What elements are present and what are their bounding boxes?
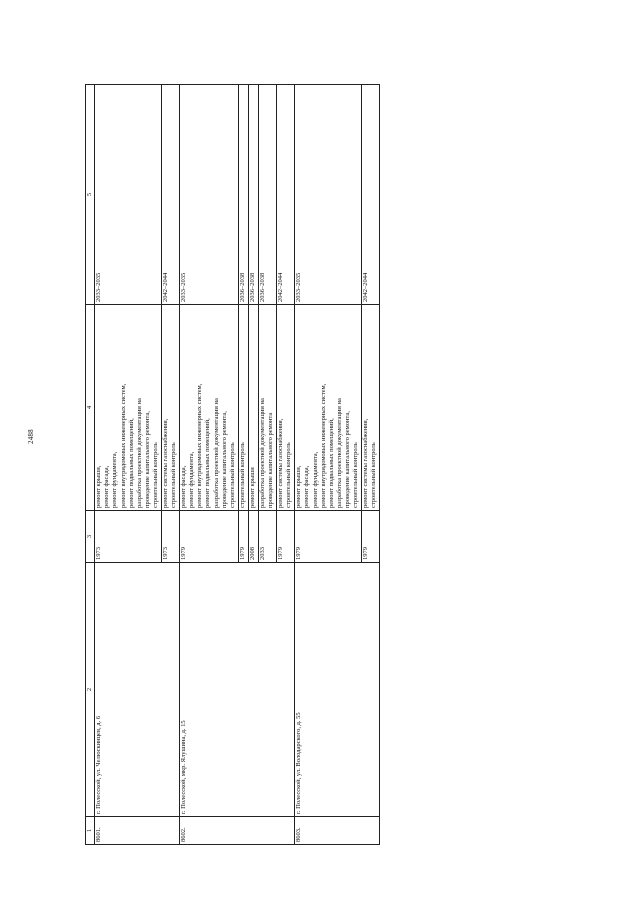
period-cell: 2042–2044: [362, 85, 380, 305]
works-cell: [248, 305, 258, 511]
work-item: ремонт подвальных помещений,: [204, 418, 212, 508]
row-number-cell: 8603.: [295, 817, 380, 845]
work-item: проведение капитального ремонта,: [220, 411, 228, 508]
work-item: ремонт подвальных помещений,: [127, 418, 135, 508]
work-item: строительный контроль: [285, 442, 293, 508]
header-row: [86, 85, 95, 845]
repair-schedule-table: [85, 84, 380, 845]
column-header-3: 3: [86, 511, 95, 563]
work-item: ремонт системы газоснабжения,: [161, 418, 169, 508]
work-item: ремонт фасада,: [103, 465, 111, 508]
table-body: [95, 85, 380, 845]
column-header-4: 4: [86, 305, 95, 511]
page-number: 2488: [27, 429, 35, 444]
year-cell: 1979: [362, 511, 380, 563]
work-item: строительный контроль: [352, 442, 360, 508]
works-cell: [238, 305, 248, 511]
year-cell: 1973: [95, 511, 162, 563]
address-cell: г. Полесской, ул. Володарского, д. 55: [295, 563, 380, 817]
year-cell: 1979: [295, 511, 362, 563]
year-cell: 2008: [248, 511, 258, 563]
work-item: ремонт фасада,: [303, 465, 311, 508]
work-item: ремонт крыши: [248, 467, 256, 508]
address-cell: г. Полесской, мкр. Ялушина, д. 15: [180, 563, 295, 817]
address-cell: г. Полесской, ул. Челюскинцев, д. 6: [95, 563, 180, 817]
works-cell: [362, 305, 380, 511]
work-item: строительный контроль: [370, 442, 378, 508]
work-item: разработка проектной документации на: [212, 398, 220, 508]
work-item: ремонт фундамента,: [111, 451, 119, 508]
column-header-1: 1: [86, 817, 95, 845]
period-cell: 2033–2035: [295, 85, 362, 305]
work-item: ремонт фасада,: [180, 465, 188, 508]
work-item: ремонт крыши,: [295, 465, 303, 508]
work-item: разработка проектной документации на: [335, 398, 343, 508]
works-cell: [277, 305, 295, 511]
work-item: проведение капитального ремонта: [267, 412, 275, 508]
year-cell: 2033: [258, 511, 276, 563]
works-cell: [258, 305, 276, 511]
year-cell: 1979: [238, 511, 248, 563]
period-cell: 2036–2038: [238, 85, 248, 305]
work-item: ремонт подвальных помещений,: [327, 418, 335, 508]
work-item: разработка проектной документации на: [258, 398, 266, 508]
row-number-cell: 8601.: [95, 817, 180, 845]
work-item: ремонт фундамента,: [188, 451, 196, 508]
work-item: ремонт внутридомовых инженерных систем,: [196, 383, 204, 508]
period-cell: 2033–2035: [180, 85, 239, 305]
period-cell: 2042–2044: [277, 85, 295, 305]
works-cell: [161, 305, 179, 511]
period-cell: 2042–2044: [161, 85, 179, 305]
table-row: [295, 85, 362, 845]
column-header-2: 2: [86, 563, 95, 817]
row-number-cell: 8602.: [180, 817, 295, 845]
work-item: ремонт системы газоснабжения,: [277, 418, 285, 508]
works-cell: [180, 305, 239, 511]
work-item: ремонт внутридомовых инженерных систем,: [119, 383, 127, 508]
work-item: разработка проектной документации на: [135, 398, 143, 508]
column-header-5: 5: [86, 85, 95, 305]
work-item: ремонт системы газоснабжения,: [362, 418, 370, 508]
work-item: проведение капитального ремонта,: [143, 411, 151, 508]
works-cell: [95, 305, 162, 511]
year-cell: 1973: [161, 511, 179, 563]
work-item: строительный контроль: [228, 442, 236, 508]
period-cell: 2033–2035: [95, 85, 162, 305]
works-cell: [295, 305, 362, 511]
work-item: ремонт фундамента,: [311, 451, 319, 508]
rotated-table-wrapper: [85, 85, 506, 845]
work-item: строительный контроль: [238, 442, 246, 508]
year-cell: 1979: [180, 511, 239, 563]
period-cell: 2036–2038: [258, 85, 276, 305]
work-item: строительный контроль: [152, 442, 159, 508]
year-cell: 1979: [277, 511, 295, 563]
period-cell: 2036–2038: [248, 85, 258, 305]
work-item: ремонт крыши,: [95, 465, 103, 508]
work-item: строительный контроль: [170, 442, 178, 508]
work-item: ремонт внутридомовых инженерных систем,: [319, 383, 327, 508]
table-row: [180, 85, 239, 845]
table-row: [95, 85, 162, 845]
work-item: проведение капитального ремонта,: [344, 411, 352, 508]
